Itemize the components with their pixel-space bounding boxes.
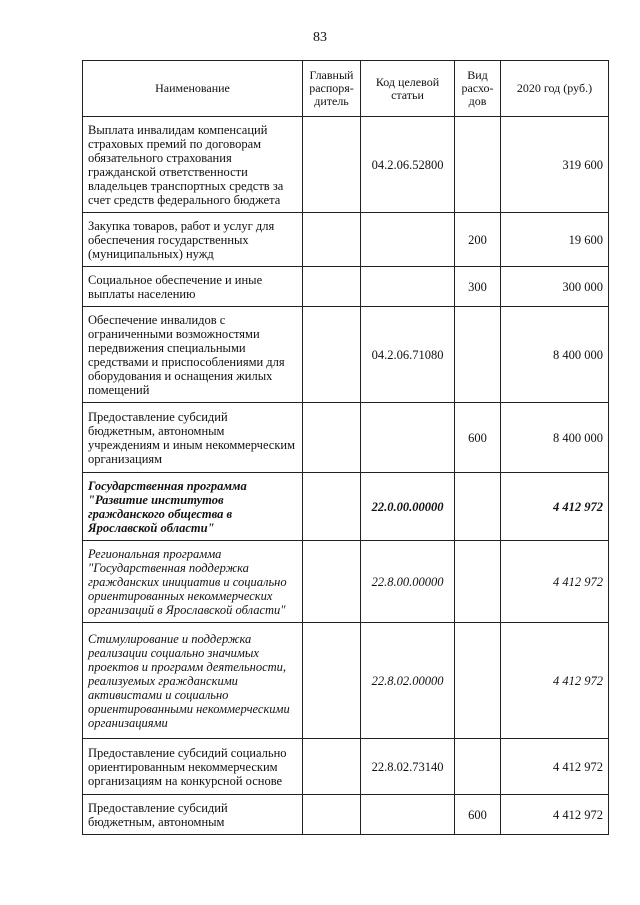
row-admin [303,403,361,473]
header-amount: 2020 год (руб.) [501,61,609,117]
budget-table [82,60,609,835]
table-header-row [83,61,609,117]
row-amount: 4 412 972 [501,623,609,739]
row-admin [303,213,361,267]
table-row [83,795,609,835]
row-vid [455,307,501,403]
row-admin [303,117,361,213]
row-code [361,267,455,307]
table-row [83,403,609,473]
row-vid: 300 [455,267,501,307]
row-vid [455,623,501,739]
row-code: 04.2.06.71080 [361,307,455,403]
row-code: 22.8.00.00000 [361,541,455,623]
row-vid [455,739,501,795]
row-name: Обеспечение инвалидов с ограниченными возможностями передвижения специальными средствами и приспособлениями для оборудования и оснащения жилых помещений [83,307,303,403]
row-amount: 8 400 000 [501,403,609,473]
row-admin [303,473,361,541]
row-code: 04.2.06.52800 [361,117,455,213]
row-code: 22.8.02.73140 [361,739,455,795]
header-vid: Вид расхо-дов [455,61,501,117]
row-vid [455,541,501,623]
header-name: Наименование [83,61,303,117]
row-code [361,213,455,267]
row-name: Предоставление субсидий бюджетным, автономным [83,795,303,835]
row-admin [303,307,361,403]
row-name: Региональная программа "Государственная поддержка гражданских инициатив и социально ориентированных некоммерческих организаций в Ярославской области" [83,541,303,623]
row-amount: 19 600 [501,213,609,267]
row-vid: 600 [455,403,501,473]
row-admin [303,623,361,739]
row-amount: 4 412 972 [501,739,609,795]
row-amount: 4 412 972 [501,795,609,835]
row-code [361,403,455,473]
table-row [83,117,609,213]
header-code: Код целевой статьи [361,61,455,117]
table-row-activity [83,623,609,739]
table-row-regional-program [83,541,609,623]
row-amount: 8 400 000 [501,307,609,403]
row-name: Социальное обеспечение и иные выплаты населению [83,267,303,307]
table-row [83,307,609,403]
row-vid [455,117,501,213]
row-name: Выплата инвалидам компенсаций страховых премий по договорам обязательного страхования гражданской ответственности владельцев транспортных средств за счет средств федерального бюджета [83,117,303,213]
row-code: 22.8.02.00000 [361,623,455,739]
table-row [83,213,609,267]
row-vid: 200 [455,213,501,267]
header-admin: Главный распоря-дитель [303,61,361,117]
row-amount: 4 412 972 [501,541,609,623]
row-admin [303,267,361,307]
page-number: 83 [313,30,327,45]
table-row-state-program [83,473,609,541]
row-code [361,795,455,835]
row-code: 22.0.00.00000 [361,473,455,541]
row-admin [303,795,361,835]
row-vid: 600 [455,795,501,835]
row-name: Государственная программа "Развитие институтов гражданского общества в Ярославской области" [83,473,303,541]
row-name: Предоставление субсидий социально ориентированным некоммерческим организациям на конкурсной основе [83,739,303,795]
table-row [83,267,609,307]
row-amount: 300 000 [501,267,609,307]
row-name: Предоставление субсидий бюджетным, автономным учреждениям и иным некоммерческим организациям [83,403,303,473]
row-amount: 4 412 972 [501,473,609,541]
row-vid [455,473,501,541]
row-admin [303,739,361,795]
row-name: Стимулирование и поддержка реализации социально значимых проектов и программ деятельности, реализуемых гражданскими активистами и социально ориентированными некоммерческими организациями [83,623,303,739]
table-row [83,739,609,795]
row-amount: 319 600 [501,117,609,213]
row-admin [303,541,361,623]
row-name: Закупка товаров, работ и услуг для обеспечения государственных (муниципальных) нужд [83,213,303,267]
